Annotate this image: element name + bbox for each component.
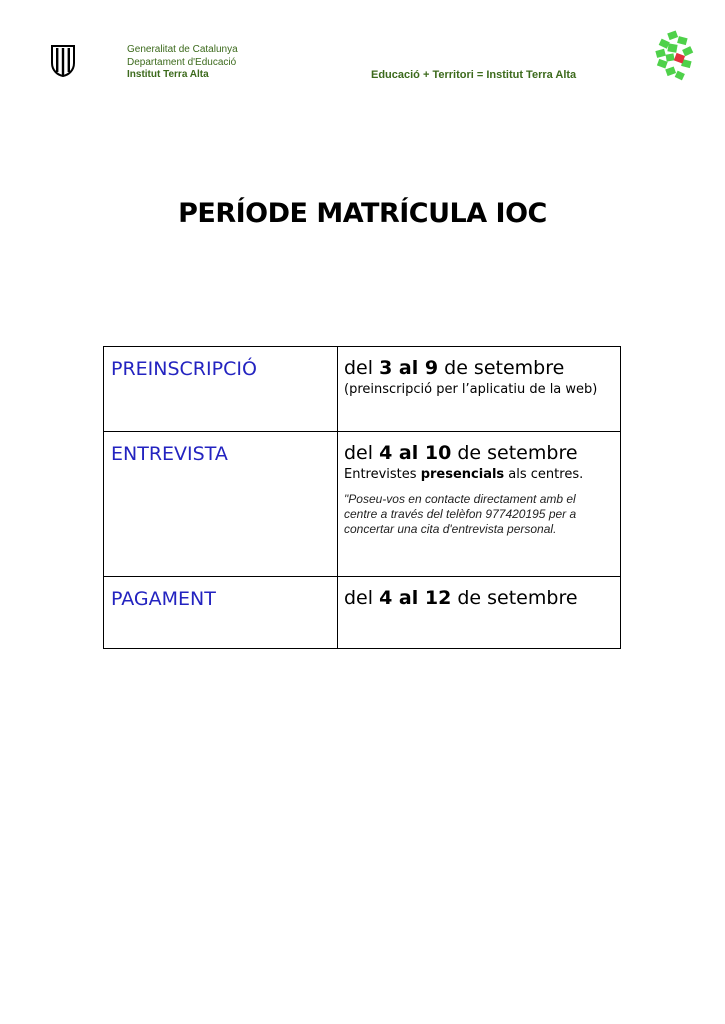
dates-entrevista: del 4 al 10 de setembre (344, 442, 578, 464)
org-line-generalitat: Generalitat de Catalunya (127, 44, 238, 55)
generalitat-logo-icon (49, 43, 77, 77)
table-row (104, 577, 621, 649)
contact-instructions: "Poseu-vos en contacte directament amb el centre a través del telèfon 977420195 per a concertar una cita d'entrevista personal. (344, 492, 577, 536)
organization-block (127, 44, 238, 82)
table-row (104, 432, 621, 577)
org-line-departament: Departament d'Educació (127, 56, 237, 68)
table-row (104, 347, 621, 432)
row-label-entrevista: ENTREVISTA (111, 443, 228, 465)
note-preinscripcio: (preinscripció per l’aplicatiu de la web) (344, 382, 598, 397)
dates-preinscripcio: del 3 al 9 de setembre (344, 357, 565, 379)
row-label-pagament: PAGAMENT (111, 588, 216, 610)
terra-alta-logo-icon (654, 30, 696, 84)
org-line-school: Institut Terra Alta (127, 69, 209, 80)
enrollment-schedule-table (103, 346, 621, 649)
page-title: PERÍODE MATRÍCULA IOC (178, 198, 547, 229)
dates-pagament: del 4 al 12 de setembre (344, 587, 578, 609)
header-motto: Educació + Territori = Institut Terra Alta (371, 69, 577, 81)
row-label-preinscripcio: PREINSCRIPCIÓ (111, 358, 257, 380)
note-entrevista: Entrevistes presencials als centres. (344, 467, 584, 482)
